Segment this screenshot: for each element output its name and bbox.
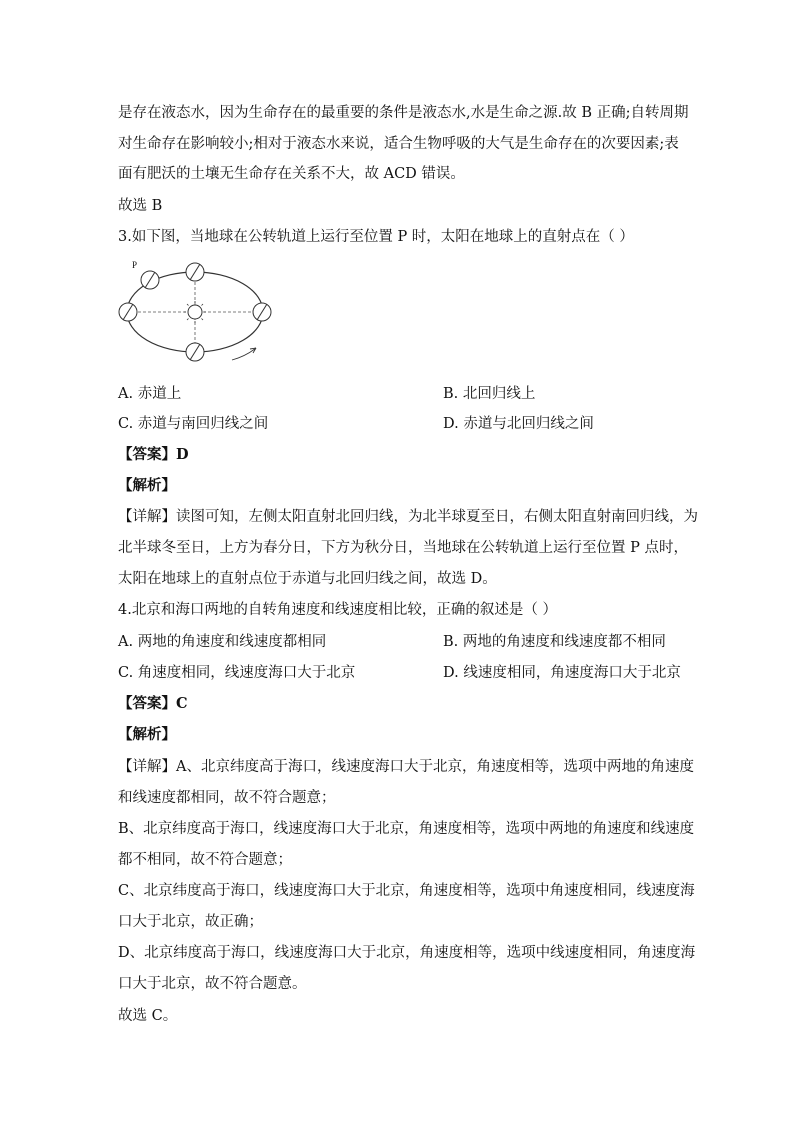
q4-conclusion: 故选 C。 (118, 1008, 178, 1024)
q4-detail-b-1: B、北京纬度高于海口，线速度海口大于北京，角速度相等，选项中两地的角速度和线速度 (118, 821, 695, 837)
q3-detail-2: 北半球冬至日，上方为春分日，下方为秋分日，当地球在公转轨道上运行至位置 P 点时， (118, 540, 688, 556)
q4-detail-c-1: C、北京纬度高于海口，线速度海口大于北京，角速度相等，选项中角速度相同，线速度海 (118, 883, 695, 899)
label-p: P (132, 260, 138, 270)
intro-line-1: 是存在液态水，因为生命存在的最重要的条件是液态水,水是生命之源.故 B 正确;自转周期 (118, 105, 689, 121)
q4-answer: 【答案】C (118, 695, 188, 712)
q4-option-b: B. 两地的角速度和线速度都不相同 (443, 634, 666, 650)
orbit-diagram (114, 256, 274, 368)
intro-line-2: 对生命存在影响较小;相对于液态水来说，适合生物呼吸的大气是生命存在的次要因素;表 (118, 136, 679, 152)
q4-option-d: D. 线速度相同，角速度海口大于北京 (443, 665, 681, 681)
q3-option-d: D. 赤道与北回归线之间 (443, 416, 594, 432)
q4-detail-d-2: 口大于北京，故不符合题意。 (118, 976, 307, 992)
q4-option-c: C. 角速度相同，线速度海口大于北京 (118, 665, 356, 681)
direction-arrow (232, 348, 256, 360)
q3-option-a: A. 赤道上 (118, 386, 182, 402)
q4-analysis-head: 【解析】 (118, 726, 176, 743)
earth-p (141, 271, 159, 289)
q4-detail-a-1: 【详解】A、北京纬度高于海口，线速度海口大于北京，角速度相等，选项中两地的角速度 (118, 759, 694, 775)
earth-left (119, 303, 137, 321)
earth-top (186, 263, 204, 281)
q4-option-a: A. 两地的角速度和线速度都相同 (118, 634, 327, 650)
q4-stem: 4.北京和海口两地的自转角速度和线速度相比较，正确的叙述是（ ） (118, 602, 557, 618)
q4-detail-b-2: 都不相同，故不符合题意； (118, 852, 292, 868)
intro-conclusion: 故选 B (118, 198, 163, 214)
q3-stem: 3.如下图，当地球在公转轨道上运行至位置 P 时，太阳在地球上的直射点在（ ） (118, 229, 634, 245)
earth-right (253, 303, 271, 321)
q4-detail-c-2: 口大于北京，故正确； (118, 914, 263, 930)
q3-detail-3: 太阳在地球上的直射点位于赤道与北回归线之间，故选 D。 (118, 571, 497, 587)
q4-detail-d-1: D、北京纬度高于海口，线速度海口大于北京，角速度相等，选项中线速度相同，角速度海 (118, 945, 696, 961)
q3-analysis-head: 【解析】 (118, 477, 176, 494)
q3-answer: 【答案】D (118, 446, 189, 463)
q3-option-c: C. 赤道与南回归线之间 (118, 416, 269, 432)
q3-detail-1: 【详解】读图可知，左侧太阳直射北回归线，为北半球夏至日，右侧太阳直射南回归线，为 (118, 509, 698, 525)
earth-bottom (186, 343, 204, 361)
intro-line-3: 面有肥沃的土壤无生命存在关系不大，故 ACD 错误。 (118, 166, 465, 182)
q3-option-b: B. 北回归线上 (443, 386, 536, 402)
q4-detail-a-2: 和线速度都相同，故不符合题意； (118, 790, 336, 806)
